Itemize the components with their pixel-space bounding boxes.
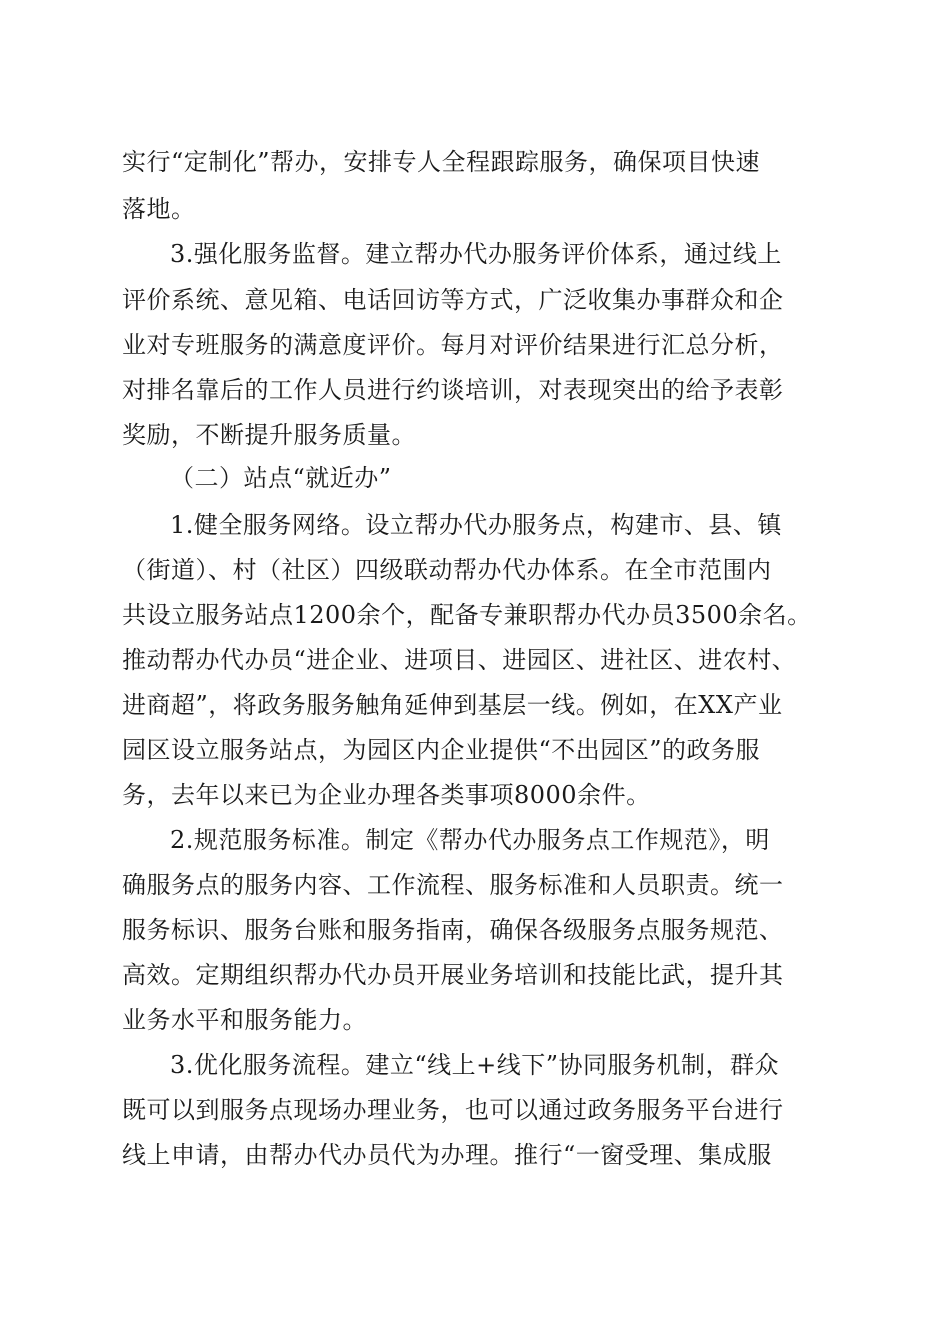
text-line: 落地。 bbox=[122, 195, 196, 223]
text-line: 线上申请，由帮办代办员代为办理。推行“一窗受理、集成服 bbox=[122, 1141, 772, 1169]
text-line: 服务标识、服务台账和服务指南，确保各级服务点服务规范、 bbox=[122, 916, 784, 944]
text-line: 实行“定制化”帮办，安排专人全程跟踪服务，确保项目快速 bbox=[122, 148, 761, 176]
text-line: 业务水平和服务能力。 bbox=[122, 1006, 367, 1034]
text-line: 评价系统、意见箱、电话回访等方式，广泛收集办事群众和企 bbox=[122, 286, 784, 314]
text-line: 进商超”，将政务服务触角延伸到基层一线。例如，在XX产业 bbox=[122, 691, 783, 719]
text-line: 奖励，不断提升服务质量。 bbox=[122, 421, 416, 449]
text-line: 3.强化服务监督。建立帮办代办服务评价体系，通过线上 bbox=[170, 240, 782, 268]
text-line: （街道）、村（社区）四级联动帮办代办体系。在全市范围内 bbox=[122, 556, 772, 584]
text-line: 高效。定期组织帮办代办员开展业务培训和技能比武，提升其 bbox=[122, 961, 784, 989]
text-line: 既可以到服务点现场办理业务，也可以通过政务服务平台进行 bbox=[122, 1096, 784, 1124]
section-heading: （二）站点“就近办” bbox=[170, 464, 392, 492]
text-line: 共设立服务站点1200余个，配备专兼职帮办代办员3500余名。 bbox=[122, 601, 812, 629]
text-line: 对排名靠后的工作人员进行约谈培训，对表现突出的给予表彰 bbox=[122, 376, 784, 404]
text-line: 园区设立服务站点，为园区内企业提供“不出园区”的政务服 bbox=[122, 736, 761, 764]
text-line: 推动帮办代办员“进企业、进项目、进园区、进社区、进农村、 bbox=[122, 646, 797, 674]
text-line: 确服务点的服务内容、工作流程、服务标准和人员职责。统一 bbox=[122, 871, 784, 899]
text-line: 2.规范服务标准。制定《帮办代办服务点工作规范》，明 bbox=[170, 826, 770, 854]
text-line: 务，去年以来已为企业办理各类事项8000余件。 bbox=[122, 781, 651, 809]
text-line: 3.优化服务流程。建立“线上+线下”协同服务机制，群众 bbox=[170, 1051, 780, 1079]
text-line: 1.健全服务网络。设立帮办代办服务点，构建市、县、镇 bbox=[170, 511, 782, 539]
text-line: 业对专班服务的满意度评价。每月对评价结果进行汇总分析， bbox=[122, 331, 784, 359]
